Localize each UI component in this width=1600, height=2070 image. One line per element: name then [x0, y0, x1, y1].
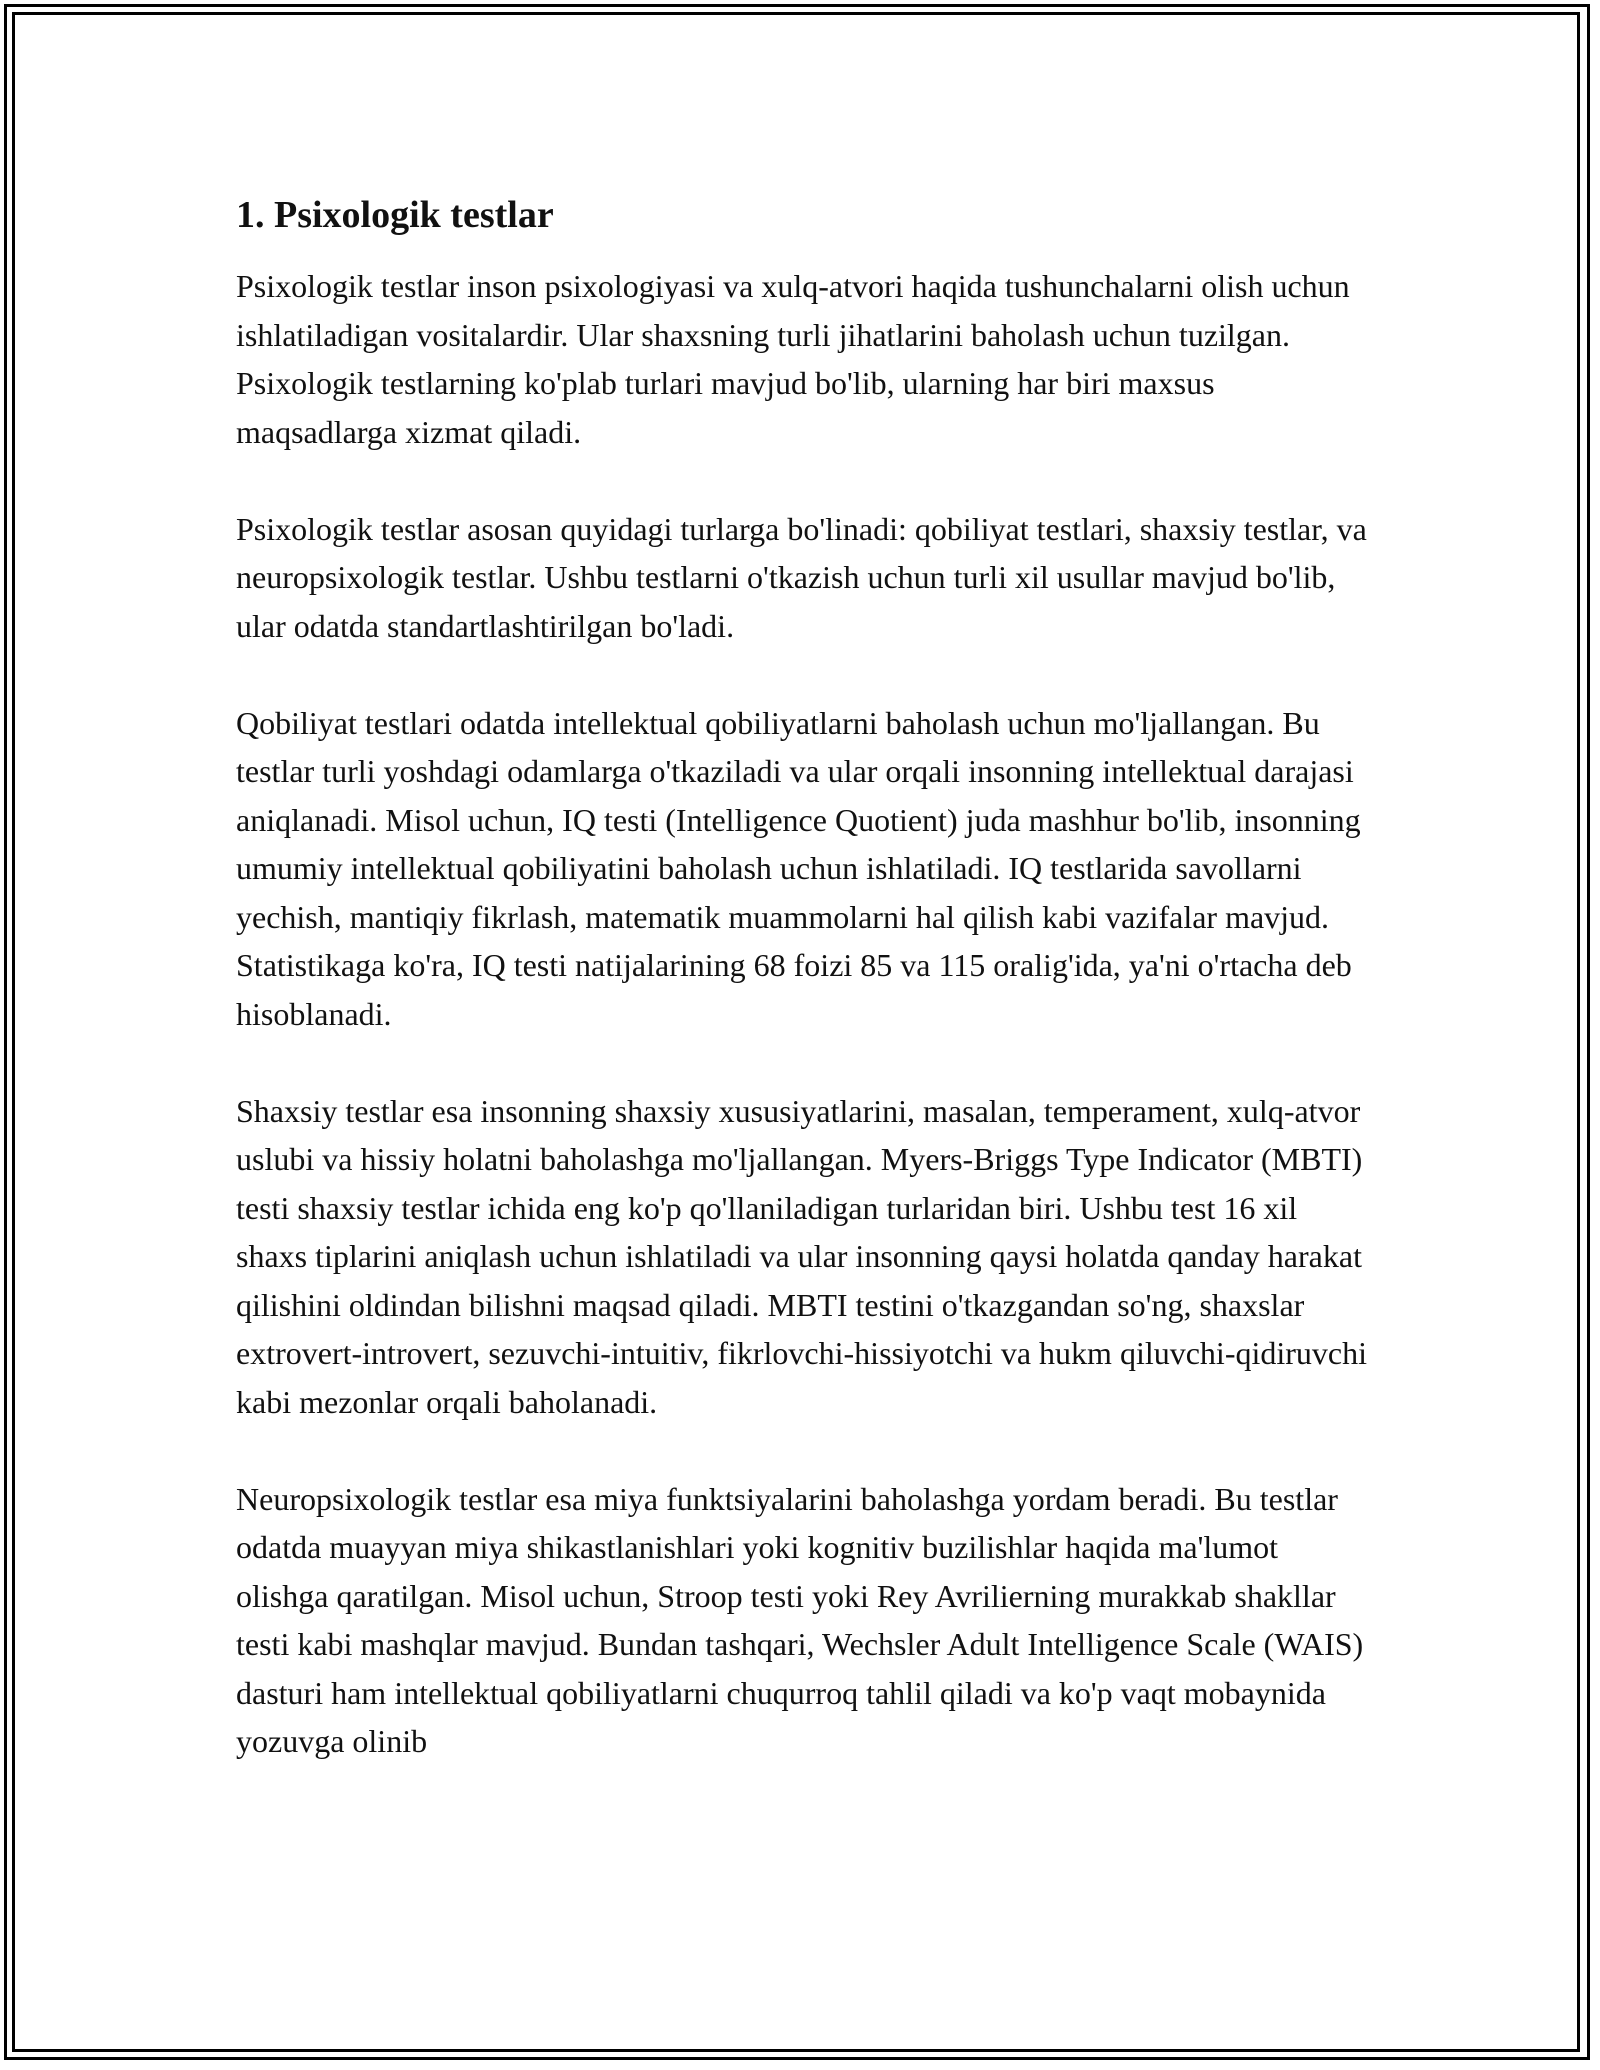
section-heading: 1. Psixologik testlar: [236, 194, 554, 236]
paragraph-intro: Psixologik testlar inson psixologiyasi va xulq-atvori haqida tushunchalarni olish uchun ishlatiladigan vositalardir. Ular shaxsning turli jihatlarini baholash uchun tuzilgan. Psixologik testlarning ko'plab turlari mavjud bo'lib, ularning har biri maxsus maqsadlarga xizmat qiladi.: [236, 268, 1350, 450]
paragraph-personality-tests: Shaxsiy testlar esa insonning shaxsiy xususiyatlarini, masalan, temperament, xulq-atvor uslubi va hissiy holatni baholashga mo'ljallangan. Myers-Briggs Type Indicator (MBTI) testi shaxsiy testlar ichida eng ko'p qo'llaniladigan turlaridan biri. Ushbu test 16 xil shaxs tiplarini aniqlash uchun ishlatiladi va ular insonning qaysi holatda qanday harakat qilishini oldindan bilishni maqsad qiladi. MBTI testini o'tkazgandan so'ng, shaxslar extrovert-introvert, sezuvchi-intuitiv, fikrlovchi-hissiyotchi va hukm qiluvchi-qidiruvchi kabi mezonlar orqali baholanadi.: [236, 1092, 1367, 1420]
paragraph-test-types: Psixologik testlar asosan quyidagi turlarga bo'linadi: qobiliyat testlari, shaxsiy testlar, va neuropsixologik testlar. Ushbu testlarni o'tkazish uchun turli xil usullar mavjud bo'lib, ular odatda standartlashtirilgan bo'ladi.: [236, 510, 1367, 644]
paragraph-neuropsych-tests: Neuropsixologik testlar esa miya funktsiyalarini baholashga yordam beradi. Bu testlar odatda muayyan miya shikastlanishlari yoki kognitiv buzilishlar haqida ma'lumot olishga qaratilgan. Misol uchun, Stroop testi yoki Rey Avrilierning murakkab shakllar testi kabi mashqlar mavjud. Bundan tashqari, Wechsler Adult Intelligence Scale (WAIS) dasturi ham intellektual qobiliyatlarni chuqurroq tahlil qiladi va ko'p vaqt mobaynida yozuvga olinib: [236, 1480, 1364, 1759]
paragraph-ability-tests: Qobiliyat testlari odatda intellektual qobiliyatlarni baholash uchun mo'ljallangan. Bu testlar turli yoshdagi odamlarga o'tkaziladi va ular orqali insonning intellektual darajasi aniqlanadi. Misol uchun, IQ testi (Intelligence Quotient) juda mashhur bo'lib, insonning umumiy intellektual qobiliyatini baholash uchun ishlatiladi. IQ testlarida savollarni yechish, mantiqiy fikrlash, matematik muammolarni hal qilish kabi vazifalar mavjud. Statistikaga ko'ra, IQ testi natijalarining 68 foizi 85 va 115 oralig'ida, ya'ni o'rtacha deb hisoblanadi.: [236, 704, 1361, 1032]
document-body: [236, 188, 1376, 1814]
